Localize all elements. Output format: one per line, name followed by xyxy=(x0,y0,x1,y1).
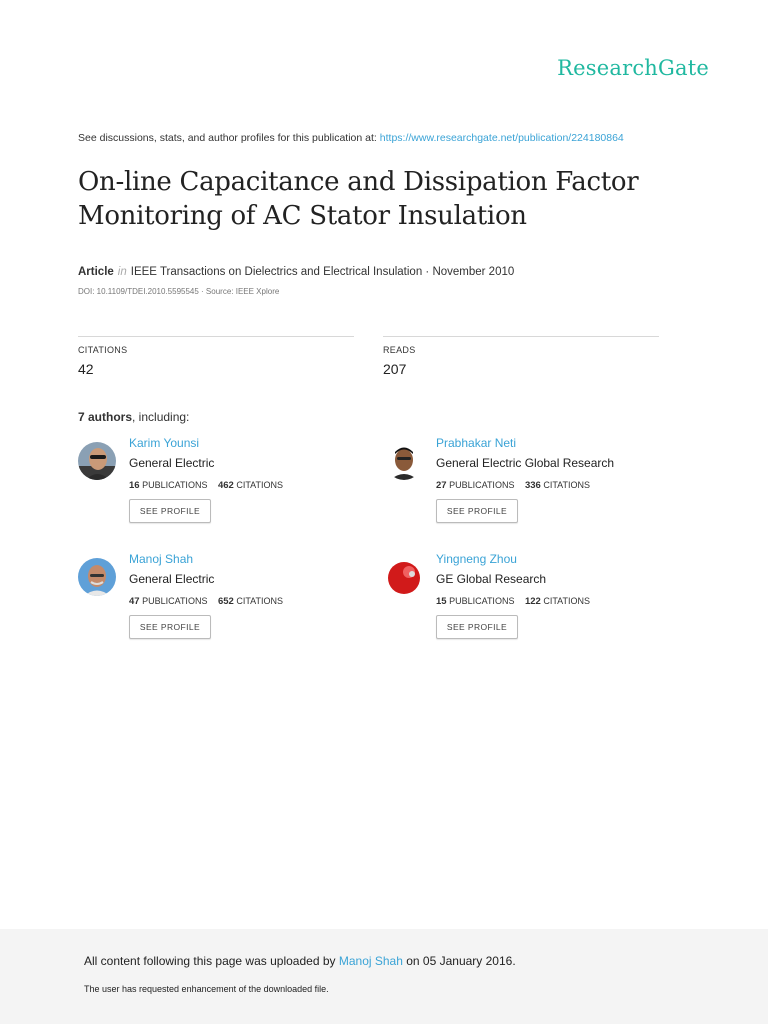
author-card xyxy=(78,552,378,668)
author-card xyxy=(385,552,685,668)
citations-label: CITATIONS xyxy=(543,596,591,606)
see-profile-button[interactable]: SEE PROFILE xyxy=(129,499,211,523)
avatar[interactable] xyxy=(78,442,116,480)
author-card xyxy=(385,436,685,552)
author-name[interactable]: Manoj Shah xyxy=(129,552,194,566)
citations-label: CITATIONS xyxy=(236,480,284,490)
footer xyxy=(0,929,768,1024)
title-line-2: Monitoring of AC Stator Insulation xyxy=(78,201,527,231)
reads-stat xyxy=(383,336,659,377)
publications-count: 16 xyxy=(129,480,140,491)
citations-count: 652 xyxy=(217,596,234,607)
publication-title xyxy=(78,165,698,233)
author-stats xyxy=(129,596,283,607)
uploader-link[interactable]: Manoj Shah xyxy=(338,954,403,968)
title-line-1: On-line Capacitance and Dissipation Factor xyxy=(78,167,639,197)
author-card xyxy=(78,436,378,552)
reads-value: 207 xyxy=(383,361,407,377)
see-profile-button[interactable]: SEE PROFILE xyxy=(436,499,518,523)
citations-label: CITATIONS xyxy=(236,596,284,606)
authors-heading xyxy=(78,410,189,424)
authors-suffix: , including: xyxy=(132,410,190,424)
discussion-text: See discussions, stats, and author profiles for this publication at: xyxy=(78,132,377,144)
researchgate-logo[interactable]: ResearchGate xyxy=(557,56,709,80)
author-name[interactable]: Karim Younsi xyxy=(129,436,200,450)
publications-count: 47 xyxy=(129,596,140,607)
publications-label: PUBLICATIONS xyxy=(449,480,515,490)
citations-label: CITATIONS xyxy=(543,480,591,490)
authors-count: 7 authors xyxy=(78,410,133,424)
reads-label: READS xyxy=(383,345,416,355)
citations-count: 336 xyxy=(524,480,541,491)
discussion-line xyxy=(78,132,624,144)
in-label: in xyxy=(117,266,127,278)
citations-label: CITATIONS xyxy=(78,345,128,355)
avatar[interactable] xyxy=(385,442,423,480)
citations-count: 462 xyxy=(217,480,234,491)
uploaded-by-line xyxy=(84,954,516,968)
author-institution: General Electric Global Research xyxy=(436,456,615,470)
author-institution: GE Global Research xyxy=(436,572,547,586)
uploaded-prefix: All content following this page was uploaded by xyxy=(84,954,336,968)
publications-label: PUBLICATIONS xyxy=(449,596,515,606)
publications-count: 15 xyxy=(436,596,447,607)
publications-label: PUBLICATIONS xyxy=(142,480,208,490)
author-stats xyxy=(129,480,283,491)
author-stats xyxy=(436,596,590,607)
see-profile-button[interactable]: SEE PROFILE xyxy=(129,615,211,639)
publications-label: PUBLICATIONS xyxy=(142,596,208,606)
enhancement-note: The user has requested enhancement of the downloaded file. xyxy=(84,984,329,994)
author-name[interactable]: Prabhakar Neti xyxy=(436,436,517,450)
publication-venue: IEEE Transactions on Dielectrics and Electrical Insulation · November 2010 xyxy=(130,266,515,278)
author-stats xyxy=(436,480,590,491)
see-profile-button[interactable]: SEE PROFILE xyxy=(436,615,518,639)
publications-count: 27 xyxy=(436,480,447,491)
author-institution: General Electric xyxy=(129,572,215,586)
citations-count: 122 xyxy=(524,596,541,607)
avatar[interactable] xyxy=(385,558,423,596)
avatar[interactable] xyxy=(78,558,116,596)
publication-info xyxy=(78,266,514,278)
citations-value: 42 xyxy=(78,361,94,377)
publication-url-link[interactable]: https://www.researchgate.net/publication/224180864 xyxy=(379,132,624,144)
author-name[interactable]: Yingneng Zhou xyxy=(436,552,517,566)
doi-source: DOI: 10.1109/TDEI.2010.5595545 · Source: IEEE Xplore xyxy=(78,287,280,296)
author-institution: General Electric xyxy=(129,456,215,470)
uploaded-suffix: on 05 January 2016. xyxy=(406,954,516,968)
citations-stat xyxy=(78,336,354,377)
publication-type: Article xyxy=(78,266,114,278)
